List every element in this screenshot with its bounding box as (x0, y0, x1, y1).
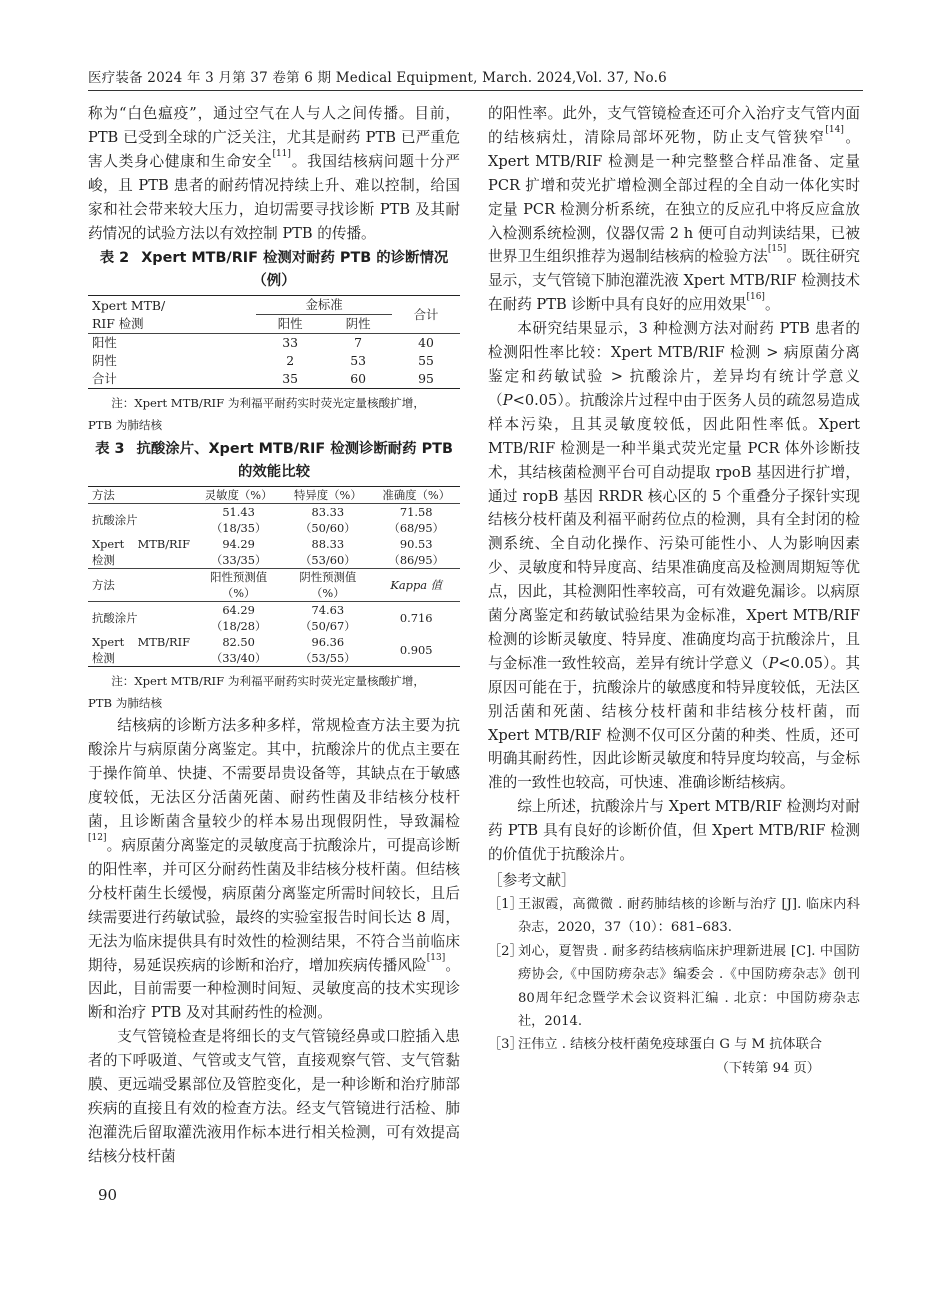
table-2-total-header: 合计 (413, 306, 439, 322)
citation: [15] (767, 244, 787, 255)
right-paragraph-3: 综上所述，抗酸涂片与 Xpert MTB/RIF 检测均对耐药 PTB 具有良好的诊断价值，但 Xpert MTB/RIF 检测的价值优于抗酸涂片。 (488, 798, 860, 864)
page-number: 90 (98, 1186, 118, 1204)
table-2-note-cont: PTB 为肺结核 (88, 418, 163, 433)
table-2-caption: 表 2 Xpert MTB/RIF 检测对耐药 PTB 的诊断情况（例） (99, 250, 449, 290)
table-2-group-header: 金标准 (256, 296, 392, 315)
table-row: 阳性 33 7 40 (88, 334, 460, 353)
table-3-header-2: 方法 阳性预测值（%） 阴性预测值（%） Kappa 值 (88, 569, 460, 602)
reference-item: ［3］ 汪伟立 . 结核分枝杆菌免疫球蛋白 G 与 M 抗体联合 (488, 1037, 822, 1053)
header-rule (88, 90, 863, 91)
left-paragraph-1: 称为“白色瘟疫”，通过空气在人与人之间传播。目前，PTB 已受到全球的广泛关注，尤其是耐药 PTB 已严重危害人类身心健康和生命安全[11]。我国结核病问题十分严峻，且 PTB 患者的耐药情况持续上升、难以控制，给国家和社会带来较大压力，迫切需要寻找诊断 PTB 及其耐药情况的试验方法以有效控制 PTB 的传播。 (88, 105, 460, 242)
right-paragraph-1: 的阳性率。此外，支气管镜检查还可介入治疗支气管内面的结核病灶，清除局部坏死物，防止支气管狭窄[14]。Xpert MTB/RIF 检测是一种完整整合样品准备、定量 PCR 扩增和荧光扩增检测全部过程的全自动一体化实时定量 PCR 检测分析系统，在独立的反应孔中将反应盒放入检测系统检测，仪器仅需 2 h 便可自动判读结果，已被世界卫生组织推荐为遏制结核病的检验方法[15]。既往研究显示，支气管镜下肺泡灌洗液 Xpert MTB/RIF 检测技术在耐药 PTB 诊断中具有良好的应用效果[16]。 (488, 105, 860, 314)
table-3-header: 方法 灵敏度（%） 特异度（%） 准确度（%） (88, 487, 460, 504)
table-3-caption: 表 3 抗酸涂片、Xpert MTB/RIF 检测诊断耐药 PTB 的效能比较 (95, 441, 453, 481)
table-2-note: 注：Xpert MTB/RIF 为利福平耐药实时荧光定量核酸扩增， (111, 396, 425, 411)
table-row: 抗酸涂片 51.43（18/35） 83.33（50/60） 71.58（68/95） (88, 504, 460, 537)
citation: [11] (272, 148, 291, 159)
citation: [12] (88, 832, 107, 843)
table-2-subheader: 阳性 (277, 316, 303, 332)
table-2 (88, 295, 460, 389)
right-paragraph-2: 本研究结果显示，3 种检测方法对耐药 PTB 患者的检测阳性率比较：Xpert MTB/RIF 检测 > 病原菌分离鉴定和药敏试验 > 抗酸涂片，差异均有统计学意义（P<0.05）。抗酸涂片过程中由于医务人员的疏忽易造成样本污染，且其灵敏度较低，因此阳性率低。Xpert MTB/RIF 检测是一种半巢式荧光定量 PCR 体外诊断技术，其结核菌检测平台可自动提取 rpoB 基因进行扩增，通过 ropB 基因 RRDR 核心区的 5 个重叠分子探针实现结核分枝杆菌及利福平耐药位点的检测，具有全封闭的检测系统、全自动化操作、污染可能性小、人为影响因素少、灵敏度和特异度高、结果准确度高及检测周期短等优点，因此，其检测阳性率较高，可有效避免漏诊。以病原菌分离鉴定和药敏试验结果为金标准，Xpert MTB/RIF 检测的诊断灵敏度、特异度、准确度均高于抗酸涂片，且与金标准一致性较高，差异有统计学意义（P<0.05）。其原因可能在于，抗酸涂片的敏感度和特异度较低，无法区别活菌和死菌、结核分枝杆菌和非结核分枝杆菌，而 Xpert MTB/RIF 检测不仅可区分菌的种类、性质，还可明确其耐药性，因此诊断灵敏度和特异度均较高，与金标准的一致性也较高，可快速、准确诊断结核病。 (488, 320, 860, 792)
left-column (88, 102, 460, 1169)
table-2-subheader: 阴性 (345, 316, 371, 332)
right-column (488, 102, 860, 1080)
table-row: 合计 35 60 95 (88, 370, 460, 389)
reference-item: ［2］ 刘心，夏智贵 . 耐多药结核病临床护理新进展 [C]. 中国防痨协会,《中国防痨杂志》编委会 .《中国防痨杂志》创刊80周年纪念暨学术会议资料汇编 . 北京：中国防痨杂志社，2014. (488, 943, 860, 1029)
citation: [16] (746, 292, 765, 303)
reference-item: ［1］ 王淑霞，高微微 . 耐药肺结核的诊断与治疗 [J]. 临床内科杂志，2020，37（10）：681–683. (488, 896, 860, 936)
citation: [14] (825, 124, 844, 135)
table-3-note-cont: PTB 为肺结核 (88, 696, 163, 711)
table-row: Xpert MTB/RIF 检测 94.29（33/35） 88.33（53/60） 90.53（86/95） (92, 537, 445, 568)
continued-note: （下转第 94 页） (715, 1060, 820, 1076)
citation: [13] (426, 952, 446, 963)
references-heading: ［参考文献］ (488, 872, 576, 889)
left-paragraph-3: 支气管镜检查是将细长的支气管镜经鼻或口腔插入患者的下呼吸道、气管或支气管，直接观察气管、支气管黏膜、更远端受累部位及管腔变化，是一种诊断和治疗肺部疾病的直接且有效的检查方法。经支气管镜进行活检、肺泡灌洗后留取灌洗液用作标本进行相关检测，可有效提高结核分枝杆菌 (88, 1028, 460, 1165)
journal-header: 医疗装备 2024 年 3 月第 37 卷第 6 期 Medical Equipment, March. 2024,Vol. 37, No.6 (88, 70, 667, 86)
table-row: Xpert MTB/RIF 检测 82.50（33/40） 96.36（53/55） 0.905 (88, 634, 460, 667)
left-paragraph-2: 结核病的诊断方法多种多样，常规检查方法主要为抗酸涂片与病原菌分离鉴定。其中，抗酸涂片的优点主要在于操作简单、快捷、不需要昂贵设备等，其缺点在于敏感度较低，无法区分活菌死菌、耐药性菌及非结核分枝杆菌，且诊断菌含量较少的样本易出现假阴性，导致漏检[12]。病原菌分离鉴定的灵敏度高于抗酸涂片，可提高诊断的阳性率，并可区分耐药性菌及非结核分枝杆菌。但结核分枝杆菌生长缓慢，病原菌分离鉴定所需时间较长，且后续需要进行药敏试验，最终的实验室报告时间长达 8 周，无法为临床提供具有时效性的检测结果，不符合当前临床期待，易延误疾病的诊断和治疗，增加疾病传播风险[13]。因此，目前需要一种检测时间短、灵敏度高的技术实现诊断和治疗 PTB 及对其耐药性的检测。 (88, 717, 460, 1022)
table-2-row-header: Xpert MTB/ RIF 检测 (92, 297, 166, 331)
table-3-note: 注：Xpert MTB/RIF 为利福平耐药实时荧光定量核酸扩增， (111, 674, 425, 689)
table-row: 抗酸涂片 64.29（18/28） 74.63（50/67） 0.716 (88, 602, 460, 635)
table-3 (88, 486, 460, 667)
table-row: 阴性 2 53 55 (92, 353, 434, 369)
